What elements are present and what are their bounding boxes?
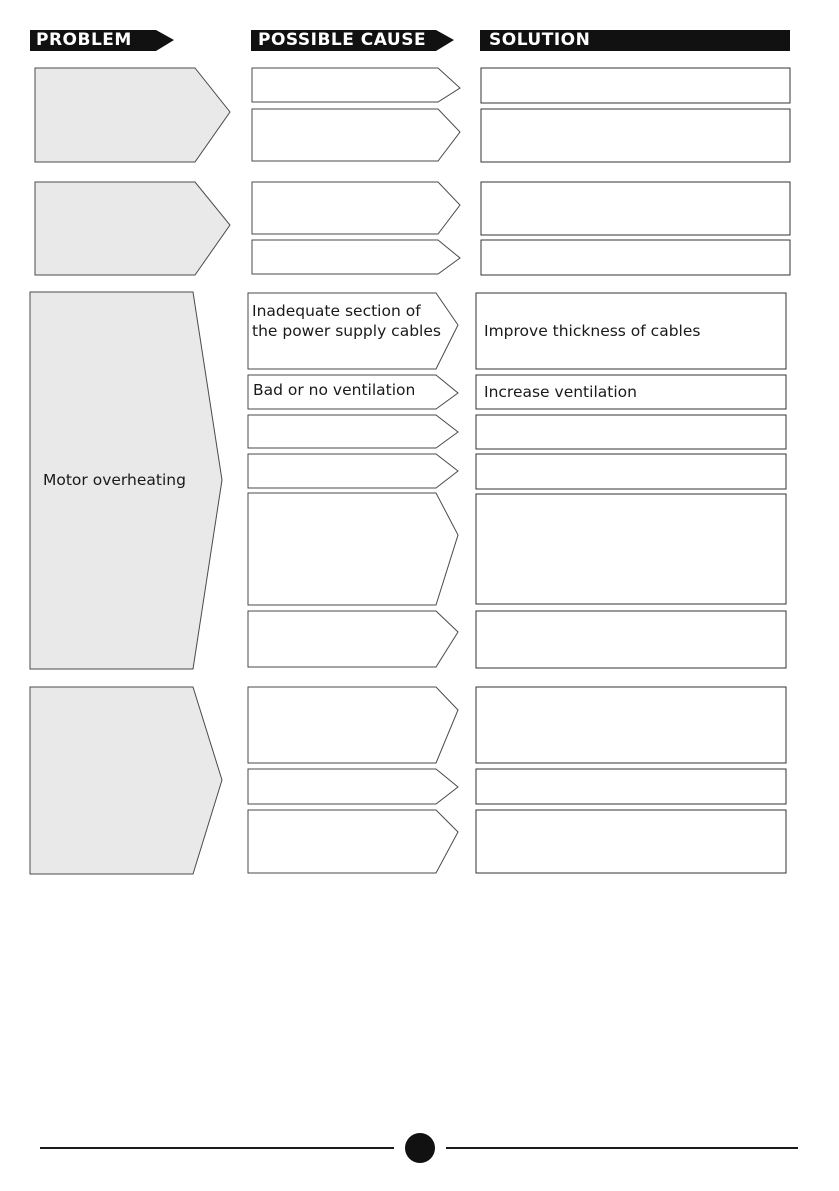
problem-header: PROBLEM (36, 30, 132, 50)
cause-shape-4c (248, 810, 458, 873)
cause-shape-3e (248, 493, 458, 605)
solution-text-3a: Improve thickness of cables (484, 322, 701, 340)
solution-box-3f (476, 611, 786, 668)
cause-shape-1b (252, 109, 460, 161)
cause-shape-3d (248, 454, 458, 488)
solution-box-1b (481, 109, 790, 162)
cause-shape-1a (252, 68, 460, 102)
solution-box-1a (481, 68, 790, 103)
solution-box-2a (481, 182, 790, 235)
cause-text-3a: Inadequate section of the power supply cables (252, 302, 441, 340)
solution-box-3c (476, 415, 786, 449)
solution-box-3d (476, 454, 786, 489)
solution-box-4b (476, 769, 786, 804)
cause-shape-3f (248, 611, 458, 667)
cause-shape-3c (248, 415, 458, 448)
problem-text-3: Motor overheating (43, 471, 186, 489)
solution-box-4a (476, 687, 786, 763)
page-number-dot (405, 1133, 435, 1163)
solution-text-3b: Increase ventilation (484, 383, 637, 401)
cause-shape-4b (248, 769, 458, 804)
possible-cause-header: POSSIBLE CAUSE (258, 30, 427, 50)
cause-shape-2b (252, 240, 460, 274)
cause-shape-2a (252, 182, 460, 234)
problem-shape-1 (35, 68, 230, 162)
page-footer (0, 1125, 839, 1175)
solution-box-2b (481, 240, 790, 275)
solution-box-4c (476, 810, 786, 873)
cause-shape-4a (248, 687, 458, 763)
solution-box-3e (476, 494, 786, 604)
solution-header: SOLUTION (489, 30, 591, 50)
cause-text-3b: Bad or no ventilation (253, 381, 416, 399)
problem-shape-2 (35, 182, 230, 275)
problem-shape-4 (30, 687, 222, 874)
